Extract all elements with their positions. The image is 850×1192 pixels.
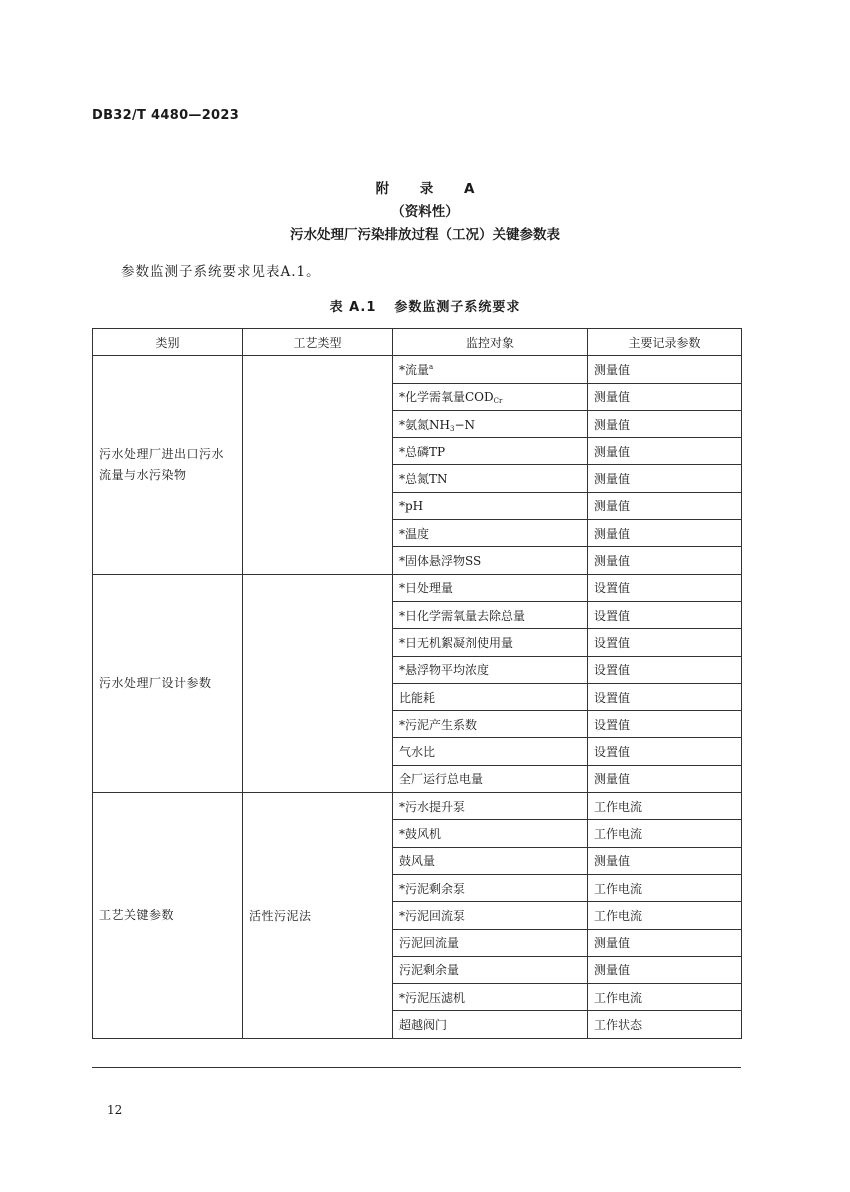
table-bottom-rule xyxy=(92,1067,741,1068)
monitor-object-cell xyxy=(393,383,588,410)
monitor-object-text: *总磷TP xyxy=(399,444,446,459)
monitor-object-cell xyxy=(393,465,588,492)
record-param-cell: 测量值 xyxy=(588,547,742,574)
monitor-object-text: 超越阀门 xyxy=(399,1018,448,1033)
record-param-cell: 设置值 xyxy=(588,738,742,765)
record-param-cell: 工作电流 xyxy=(588,793,742,820)
record-param-cell: 工作电流 xyxy=(588,902,742,929)
monitor-object-cell xyxy=(393,520,588,547)
footnote-marker: a xyxy=(429,362,434,371)
monitor-object-text: *固体悬浮物SS xyxy=(399,554,482,569)
table-caption-title: 参数监测子系统要求 xyxy=(394,300,521,315)
monitor-object-text: 比能耗 xyxy=(399,690,436,705)
monitor-object-cell xyxy=(393,929,588,956)
record-param-cell: 测量值 xyxy=(588,847,742,874)
monitor-object-cell xyxy=(393,847,588,874)
monitor-object-cell xyxy=(393,765,588,792)
category-cell: 污水处理厂设计参数 xyxy=(93,574,243,792)
record-param-cell: 设置值 xyxy=(588,574,742,601)
record-param-cell: 工作状态 xyxy=(588,1011,742,1038)
subscript-text: Cr xyxy=(493,397,503,406)
monitor-object-text: 气水比 xyxy=(399,745,436,760)
monitor-object-text: *pH xyxy=(399,498,424,513)
record-param-cell: 测量值 xyxy=(588,956,742,983)
appendix-nature: （资料性） xyxy=(391,204,459,220)
category-cell: 污水处理厂进出口污水流量与水污染物 xyxy=(93,356,243,574)
process-type-cell: 活性污泥法 xyxy=(243,793,393,1039)
header-monitor-object: 监控对象 xyxy=(393,329,588,356)
monitor-object-text: *日化学需氧量去除总量 xyxy=(399,608,526,623)
monitor-object-cell xyxy=(393,683,588,710)
monitor-object-text: *鼓风机 xyxy=(399,826,442,841)
category-cell: 工艺关键参数 xyxy=(93,793,243,1039)
monitor-object-cell xyxy=(393,601,588,628)
monitor-object-text: *污泥压滤机 xyxy=(399,990,466,1005)
subscript-text: 3 xyxy=(449,424,455,433)
monitor-object-text: *日处理量 xyxy=(399,581,454,596)
record-param-cell: 测量值 xyxy=(588,520,742,547)
monitor-object-cell xyxy=(393,711,588,738)
parameter-table xyxy=(92,328,742,1039)
record-param-cell: 设置值 xyxy=(588,629,742,656)
record-param-cell: 测量值 xyxy=(588,929,742,956)
monitor-object-cell xyxy=(393,820,588,847)
page-number: 12 xyxy=(107,1103,123,1117)
table-caption xyxy=(0,296,850,315)
monitor-object-suffix: −N xyxy=(454,417,475,432)
record-param-cell: 测量值 xyxy=(588,765,742,792)
record-param-cell: 工作电流 xyxy=(588,984,742,1011)
table-body xyxy=(93,356,742,1038)
monitor-object-text: *氨氮NH xyxy=(399,417,450,432)
record-param-cell: 设置值 xyxy=(588,656,742,683)
monitor-object-cell xyxy=(393,656,588,683)
record-param-cell: 测量值 xyxy=(588,438,742,465)
monitor-object-text: 污泥回流量 xyxy=(399,936,460,951)
record-param-cell: 测量值 xyxy=(588,356,742,383)
monitor-object-cell xyxy=(393,547,588,574)
table-row xyxy=(93,574,742,601)
monitor-object-cell xyxy=(393,956,588,983)
standard-code: DB32/T 4480—2023 xyxy=(92,108,240,123)
monitor-object-text: *污泥回流泵 xyxy=(399,908,466,923)
monitor-object-text: *污泥剩余泵 xyxy=(399,881,466,896)
monitor-object-text: *流量 xyxy=(399,362,430,377)
monitor-object-cell xyxy=(393,574,588,601)
record-param-cell: 测量值 xyxy=(588,410,742,437)
record-param-cell: 设置值 xyxy=(588,711,742,738)
monitor-object-text: *化学需氧量COD xyxy=(399,390,494,405)
monitor-object-text: *日无机絮凝剂使用量 xyxy=(399,635,514,650)
record-param-cell: 工作电流 xyxy=(588,820,742,847)
table-header-row xyxy=(93,329,742,356)
monitor-object-cell xyxy=(393,492,588,519)
monitor-object-cell xyxy=(393,1011,588,1038)
monitor-object-text: 污泥剩余量 xyxy=(399,963,460,978)
header-process-type: 工艺类型 xyxy=(243,329,393,356)
monitor-object-cell xyxy=(393,438,588,465)
monitor-object-text: *总氮TN xyxy=(399,472,448,487)
monitor-object-cell xyxy=(393,874,588,901)
monitor-object-cell xyxy=(393,356,588,383)
monitor-object-cell xyxy=(393,902,588,929)
record-param-cell: 设置值 xyxy=(588,601,742,628)
record-param-cell: 测量值 xyxy=(588,383,742,410)
table-caption-number: 表 A.1 xyxy=(329,300,377,315)
process-type-cell xyxy=(243,356,393,574)
monitor-object-cell xyxy=(393,410,588,437)
record-param-cell: 设置值 xyxy=(588,683,742,710)
intro-paragraph: 参数监测子系统要求见表A.1。 xyxy=(121,264,321,280)
record-param-cell: 测量值 xyxy=(588,465,742,492)
monitor-object-text: 全厂运行总电量 xyxy=(399,772,484,787)
table-row xyxy=(93,793,742,820)
record-param-cell: 工作电流 xyxy=(588,874,742,901)
monitor-object-cell xyxy=(393,984,588,1011)
monitor-object-text: *温度 xyxy=(399,526,430,541)
table-row xyxy=(93,356,742,383)
monitor-object-text: 鼓风量 xyxy=(399,854,436,869)
monitor-object-cell xyxy=(393,738,588,765)
monitor-object-cell xyxy=(393,793,588,820)
monitor-object-text: *污泥产生系数 xyxy=(399,717,478,732)
record-param-cell: 测量值 xyxy=(588,492,742,519)
monitor-object-text: *悬浮物平均浓度 xyxy=(399,663,490,678)
appendix-title: 附 录 A xyxy=(375,181,488,197)
monitor-object-cell xyxy=(393,629,588,656)
process-type-cell xyxy=(243,574,393,792)
monitor-object-text: *污水提升泵 xyxy=(399,799,466,814)
header-record-param: 主要记录参数 xyxy=(588,329,742,356)
appendix-subject: 污水处理厂污染排放过程（工况）关键参数表 xyxy=(290,227,560,243)
appendix-heading xyxy=(0,178,850,247)
header-category: 类别 xyxy=(93,329,243,356)
